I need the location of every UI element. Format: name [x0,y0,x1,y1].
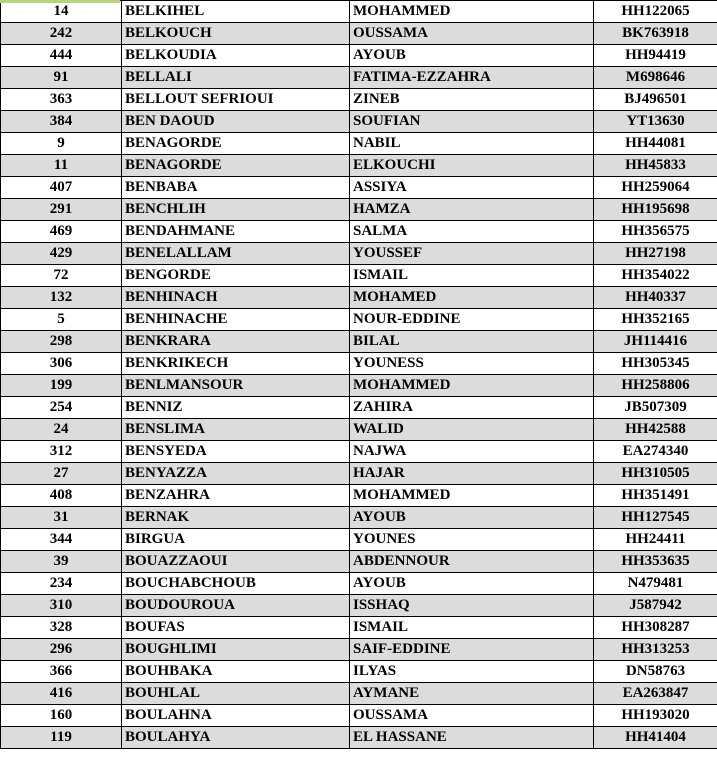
cell-last-name[interactable]: BENLMANSOUR [122,375,350,397]
cell-id-number[interactable]: DN58763 [594,661,717,683]
cell-number[interactable]: 312 [1,441,122,463]
cell-last-name[interactable]: BOULAHNA [122,705,350,727]
cell-id-number[interactable]: J587942 [594,595,717,617]
table-row [1,683,717,705]
cell-id-number[interactable]: HH127545 [594,507,717,529]
table-row [1,287,717,309]
cell-last-name[interactable]: BENSLIMA [122,419,350,441]
cell-first-name[interactable]: ABDENNOUR [350,551,594,573]
cell-id-number[interactable]: HH45833 [594,155,717,177]
cell-number[interactable]: 14 [1,1,122,23]
cell-first-name[interactable]: ILYAS [350,661,594,683]
table-row [1,551,717,573]
table-row [1,331,717,353]
cell-last-name[interactable]: BENCHLIH [122,199,350,221]
cell-last-name[interactable]: BELKOUDIA [122,45,350,67]
cell-first-name[interactable]: ZINEB [350,89,594,111]
table-row [1,67,717,89]
cell-first-name[interactable]: NOUR-EDDINE [350,309,594,331]
table-row [1,133,717,155]
cell-number[interactable]: 160 [1,705,122,727]
table-row [1,111,717,133]
cell-number[interactable]: 296 [1,639,122,661]
cell-number[interactable]: 91 [1,67,122,89]
cell-last-name[interactable]: BOUAZZAOUI [122,551,350,573]
cell-first-name[interactable]: ISMAIL [350,265,594,287]
cell-last-name[interactable]: BENAGORDE [122,133,350,155]
table-row [1,155,717,177]
cell-last-name[interactable]: BOUDOUROUA [122,595,350,617]
cell-id-number[interactable]: HH27198 [594,243,717,265]
cell-last-name[interactable]: BOUFAS [122,617,350,639]
cell-first-name[interactable]: YOUNESS [350,353,594,375]
table-row [1,89,717,111]
cell-first-name[interactable]: MOHAMMED [350,375,594,397]
cell-last-name[interactable]: BOUHLAL [122,683,350,705]
cell-id-number[interactable]: BJ496501 [594,89,717,111]
cell-number[interactable]: 469 [1,221,122,243]
table-row [1,23,717,45]
table-row [1,661,717,683]
table-row [1,617,717,639]
cell-number[interactable]: 310 [1,595,122,617]
cell-id-number[interactable]: HH94419 [594,45,717,67]
cell-number[interactable]: 366 [1,661,122,683]
table-body [1,1,717,749]
cell-first-name[interactable]: YOUNES [350,529,594,551]
table-row [1,265,717,287]
cell-last-name[interactable]: BELLALI [122,67,350,89]
cell-number[interactable]: 408 [1,485,122,507]
cell-first-name[interactable]: MOHAMED [350,287,594,309]
cell-last-name[interactable]: BENDAHMANE [122,221,350,243]
cell-last-name[interactable]: BOUGHLIMI [122,639,350,661]
cell-id-number[interactable]: HH356575 [594,221,717,243]
cell-first-name[interactable]: OUSSAMA [350,23,594,45]
cell-id-number[interactable]: HH41404 [594,727,717,749]
cell-last-name[interactable]: BIRGUA [122,529,350,551]
cell-last-name[interactable]: BENHINACHE [122,309,350,331]
cell-number[interactable]: 328 [1,617,122,639]
table-row [1,45,717,67]
cell-first-name[interactable]: ZAHIRA [350,397,594,419]
cell-id-number[interactable]: YT13630 [594,111,717,133]
cell-id-number[interactable]: HH258806 [594,375,717,397]
cell-last-name[interactable]: BENKRARA [122,331,350,353]
cell-first-name[interactable]: FATIMA-EZZAHRA [350,67,594,89]
cell-first-name[interactable]: NABIL [350,133,594,155]
cell-first-name[interactable]: SAIF-EDDINE [350,639,594,661]
cell-number[interactable]: 27 [1,463,122,485]
cell-first-name[interactable]: AYMANE [350,683,594,705]
table-row [1,397,717,419]
table-row [1,639,717,661]
table-row [1,177,717,199]
table-row [1,243,717,265]
cell-last-name[interactable]: BENGORDE [122,265,350,287]
cell-id-number[interactable]: EA274340 [594,441,717,463]
table-row [1,485,717,507]
table-row [1,507,717,529]
cell-number[interactable]: 444 [1,45,122,67]
cell-last-name[interactable]: BELKOUCH [122,23,350,45]
cell-number[interactable]: 344 [1,529,122,551]
cell-last-name[interactable]: BEN DAOUD [122,111,350,133]
cell-first-name[interactable]: ISMAIL [350,617,594,639]
cell-number[interactable]: 384 [1,111,122,133]
table-row [1,529,717,551]
cell-id-number[interactable]: M698646 [594,67,717,89]
cell-number[interactable]: 9 [1,133,122,155]
cell-last-name[interactable]: BENELALLAM [122,243,350,265]
cell-id-number[interactable]: JH114416 [594,331,717,353]
table-row [1,419,717,441]
cell-first-name[interactable]: EL HASSANE [350,727,594,749]
cell-last-name[interactable]: BENHINACH [122,287,350,309]
cell-last-name[interactable]: BENSYEDA [122,441,350,463]
cell-id-number[interactable]: HH308287 [594,617,717,639]
cell-first-name[interactable]: ELKOUCHI [350,155,594,177]
cell-last-name[interactable]: BERNAK [122,507,350,529]
table-row [1,353,717,375]
cell-number[interactable]: 234 [1,573,122,595]
cell-id-number[interactable]: HH310505 [594,463,717,485]
cell-id-number[interactable]: HH40337 [594,287,717,309]
cell-number[interactable]: 407 [1,177,122,199]
cell-last-name[interactable]: BELKIHEL [122,1,350,23]
cell-last-name[interactable]: BOUHBAKA [122,661,350,683]
cell-first-name[interactable]: MOHAMMED [350,485,594,507]
cell-number[interactable]: 306 [1,353,122,375]
cell-id-number[interactable]: HH24411 [594,529,717,551]
cell-first-name[interactable]: ASSIYA [350,177,594,199]
cell-first-name[interactable]: AYOUB [350,573,594,595]
cell-id-number[interactable]: HH193020 [594,705,717,727]
cell-first-name[interactable]: WALID [350,419,594,441]
cell-number[interactable]: 72 [1,265,122,287]
cell-last-name[interactable]: BENNIZ [122,397,350,419]
cell-number[interactable]: 291 [1,199,122,221]
table-row [1,441,717,463]
cell-last-name[interactable]: BENAGORDE [122,155,350,177]
table-row [1,199,717,221]
table-row [1,705,717,727]
table-row [1,463,717,485]
cell-id-number[interactable]: HH122065 [594,1,717,23]
cell-id-number[interactable]: HH42588 [594,419,717,441]
cell-id-number[interactable]: HH305345 [594,353,717,375]
cell-first-name[interactable]: HAMZA [350,199,594,221]
cell-last-name[interactable]: BENKRIKECH [122,353,350,375]
cell-id-number[interactable]: HH351491 [594,485,717,507]
cell-id-number[interactable]: HH44081 [594,133,717,155]
cell-id-number[interactable]: JB507309 [594,397,717,419]
cell-first-name[interactable]: BILAL [350,331,594,353]
cell-first-name[interactable]: OUSSAMA [350,705,594,727]
cell-id-number[interactable]: EA263847 [594,683,717,705]
cell-last-name[interactable]: BELLOUT SEFRIOUI [122,89,350,111]
cell-id-number[interactable]: N479481 [594,573,717,595]
table-row [1,1,717,23]
cell-first-name[interactable]: ISSHAQ [350,595,594,617]
cell-first-name[interactable]: AYOUB [350,45,594,67]
cell-number[interactable]: 298 [1,331,122,353]
table-row [1,727,717,749]
active-cell-indicator [0,0,120,3]
cell-first-name[interactable]: HAJAR [350,463,594,485]
cell-number[interactable]: 119 [1,727,122,749]
cell-number[interactable]: 31 [1,507,122,529]
cell-number[interactable]: 429 [1,243,122,265]
table-row [1,595,717,617]
cell-number[interactable]: 363 [1,89,122,111]
cell-number[interactable]: 5 [1,309,122,331]
cell-last-name[interactable]: BENZAHRA [122,485,350,507]
cell-number[interactable]: 24 [1,419,122,441]
cell-id-number[interactable]: HH352165 [594,309,717,331]
cell-last-name[interactable]: BOUCHABCHOUB [122,573,350,595]
cell-first-name[interactable]: MOHAMMED [350,1,594,23]
table-row [1,309,717,331]
cell-last-name[interactable]: BENBABA [122,177,350,199]
cell-last-name[interactable]: BOULAHYA [122,727,350,749]
cell-number[interactable]: 242 [1,23,122,45]
cell-id-number[interactable]: HH353635 [594,551,717,573]
cell-number[interactable]: 11 [1,155,122,177]
cell-first-name[interactable]: SALMA [350,221,594,243]
cell-first-name[interactable]: YOUSSEF [350,243,594,265]
cell-id-number[interactable]: HH195698 [594,199,717,221]
cell-first-name[interactable]: AYOUB [350,507,594,529]
cell-number[interactable]: 132 [1,287,122,309]
cell-number[interactable]: 39 [1,551,122,573]
cell-id-number[interactable]: HH259064 [594,177,717,199]
table-row [1,375,717,397]
table-row [1,221,717,243]
table-row [1,573,717,595]
cell-id-number[interactable]: HH354022 [594,265,717,287]
cell-first-name[interactable]: SOUFIAN [350,111,594,133]
cell-number[interactable]: 199 [1,375,122,397]
cell-id-number[interactable]: HH313253 [594,639,717,661]
cell-last-name[interactable]: BENYAZZA [122,463,350,485]
cell-number[interactable]: 416 [1,683,122,705]
cell-first-name[interactable]: NAJWA [350,441,594,463]
cell-id-number[interactable]: BK763918 [594,23,717,45]
cell-number[interactable]: 254 [1,397,122,419]
